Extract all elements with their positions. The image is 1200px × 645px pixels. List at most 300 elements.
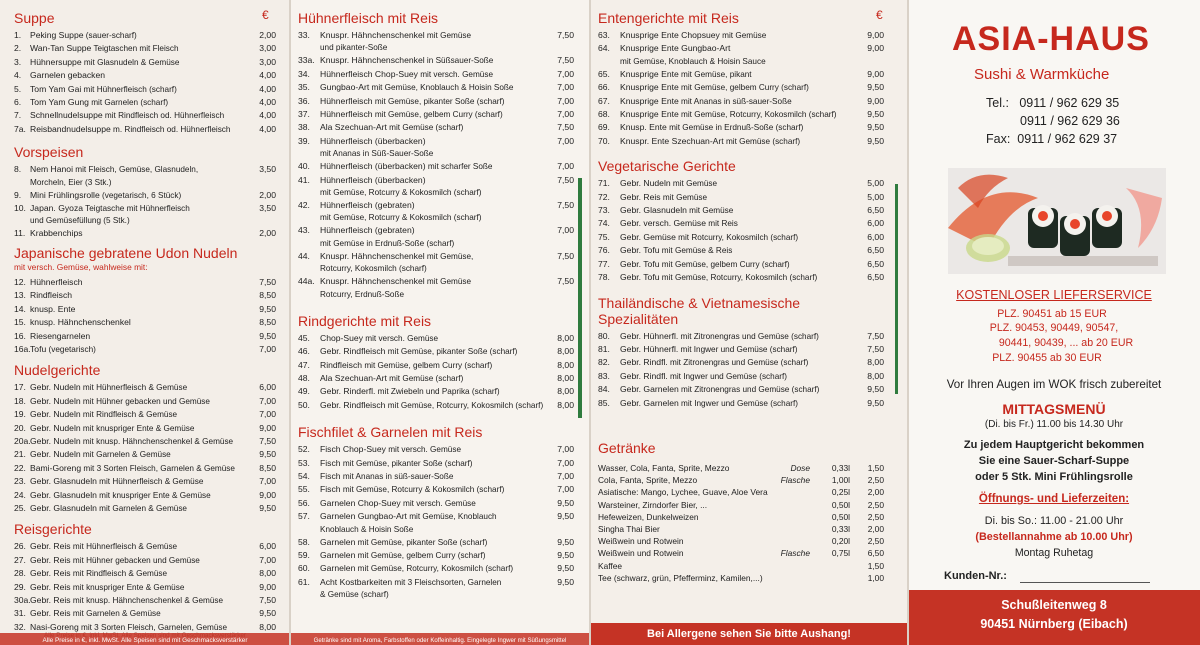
item-number: 69. [598, 122, 610, 133]
drink-name: Kaffee [598, 560, 623, 571]
item-name [620, 81, 854, 94]
menu-item [598, 191, 884, 204]
drink-item [598, 499, 884, 511]
menu-item [14, 567, 276, 580]
menu-section [14, 362, 276, 515]
item-name [30, 227, 246, 240]
menu-item [14, 56, 276, 69]
item-name [320, 372, 544, 385]
drink-container [774, 572, 810, 584]
lunch-offer-2: Sie eine Sauer-Scharf-Suppe [978, 455, 1130, 467]
drink-volume: 1,00l [831, 475, 850, 486]
drink-container [774, 535, 810, 547]
item-title: Gebr. Glasnudeln [620, 205, 687, 216]
section-title: Vorspeisen [14, 144, 84, 161]
item-price: 7,00 [557, 225, 574, 236]
drink-price: 1,50 [867, 560, 884, 571]
item-price: 3,50 [259, 164, 276, 175]
item-name [30, 289, 246, 302]
item-name [620, 330, 854, 343]
column-2-footer-text: Getränke sind mit Aroma, Farbstoffen oder Koffeinhaltig. Eingelegte Ingwer mit Süßungsmittel [313, 637, 567, 644]
item-description-continued: Rotcurry, Erdnuß-Soße [320, 289, 405, 299]
item-title: Krabbenchips [30, 228, 83, 239]
item-title: Hühnerfleisch (überbacken) [320, 135, 426, 146]
drink-name: Asiatische: Mango, Lychee, Guave, Aloe Vera [598, 487, 768, 498]
item-name [30, 29, 246, 42]
item-description: (vegetarisch) [46, 344, 96, 354]
item-title: Garnelen [320, 549, 356, 560]
menu-item [14, 83, 276, 96]
drink-container [774, 511, 810, 523]
item-title: Gebr. Nudeln [30, 449, 81, 460]
item-name [30, 489, 246, 502]
item-number: 4. [14, 70, 22, 81]
menu-item [598, 81, 884, 94]
item-description: mit Glasnudeln & Gemüse [81, 57, 180, 67]
menu-section [14, 521, 276, 634]
item-title: Knuspr. Hähnchenschenkel [320, 30, 425, 40]
item-number: 74. [598, 218, 610, 229]
phone-number-1: 0911 / 962 629 35 [1019, 96, 1120, 110]
menu-item [14, 581, 276, 594]
item-number: 85. [598, 397, 610, 408]
item-title: Bami-Goreng [30, 462, 82, 473]
drink-name: Weißwein und Rotwein [598, 548, 684, 559]
item-name [320, 199, 544, 212]
menu-item [598, 29, 884, 42]
item-name [30, 96, 246, 109]
item-description: mit Ingwer und Gemüse (scharf) [678, 398, 798, 408]
item-title: Fisch [320, 484, 341, 495]
item-description: mit Garnelen & Gemüse [96, 503, 187, 513]
item-title: Gebr. Garnelen [620, 397, 679, 408]
menu-item [598, 231, 884, 244]
item-price: 2,00 [259, 228, 276, 239]
item-price: 9,50 [557, 563, 574, 574]
menu-item [298, 443, 574, 456]
item-number: 33. [298, 30, 310, 40]
menu-item [14, 502, 276, 515]
menu-section [14, 245, 276, 356]
item-name [320, 497, 544, 510]
item-price: 6,50 [867, 272, 884, 283]
menu-item [298, 510, 574, 523]
lunch-offer-3: oder 5 Stk. Mini Frühlingsrolle [975, 471, 1133, 483]
drink-name: Singha Thai Bier [598, 524, 660, 535]
item-description-continued: mit Gemüse, Knoblauch & Hoisin Sauce [620, 56, 766, 66]
menu-item [298, 54, 574, 67]
item-title: Nem Hanoi [30, 164, 73, 175]
item-number: 65. [598, 68, 610, 79]
item-title: Knusprige Ente Chopsuey [620, 30, 720, 40]
item-description: mit Reis [705, 219, 738, 229]
drink-container: Dose [790, 463, 810, 473]
item-number: 44. [298, 250, 310, 261]
menu-section [598, 10, 884, 148]
item-number: 40. [298, 161, 310, 172]
item-name [620, 271, 854, 284]
menu-item [14, 289, 276, 302]
item-description: mit knuspriger Ente & Gemüse [80, 423, 195, 433]
menu-item [298, 359, 574, 372]
menu-item [14, 303, 276, 316]
item-title: Gebr. Nudeln [30, 422, 81, 433]
item-title: Knusprige Ente [620, 109, 679, 120]
item-title: Gebr. Rinderfl. [320, 386, 376, 397]
item-name [320, 549, 544, 562]
menu-item [14, 29, 276, 42]
rest-day: Montag Ruhetag [1014, 547, 1094, 559]
drink-volume: 0,50l [831, 499, 850, 510]
item-name [30, 435, 246, 448]
item-price: 7,50 [867, 330, 884, 341]
item-number: 29. [14, 581, 26, 592]
item-name [620, 204, 854, 217]
item-title: Gebr. Glasnudeln [30, 489, 97, 500]
item-title: Ala Szechuan-Art [320, 372, 387, 383]
sushi-illustration [948, 168, 1166, 274]
menu-item [14, 594, 276, 607]
item-description: mit Gemüse, gelbem Curry (scharf) [355, 550, 486, 560]
drink-item [598, 523, 884, 535]
item-name [30, 594, 246, 607]
item-price: 9,50 [259, 303, 276, 314]
menu-section [298, 10, 574, 301]
item-price: 9,50 [557, 549, 574, 560]
item-number: 20a. [14, 435, 31, 446]
item-title: Riesengarnelen [30, 330, 91, 341]
item-price: 5,00 [867, 178, 884, 189]
item-price: 9,50 [557, 497, 574, 508]
delivery-zone-1: PLZ. 90451 ab 15 EUR [997, 308, 1107, 320]
item-price: 7,50 [557, 30, 574, 40]
wok-slogan: Vor Ihren Augen im WOK frisch zubereitet [946, 378, 1162, 391]
item-title: Hühnersuppe [30, 56, 82, 67]
item-number: 44a. [298, 276, 315, 287]
allergen-footer: Bei Allergene sehen Sie bitte Aushang! [590, 623, 908, 645]
column-1-sections [14, 10, 276, 634]
item-number: 12. [14, 276, 26, 287]
fax-number: 0911 / 962 629 37 [1017, 132, 1118, 146]
drink-price: 2,50 [867, 475, 884, 486]
menu-item [14, 123, 276, 136]
item-title: Gebr. Nudeln [30, 435, 81, 446]
item-name [30, 422, 246, 435]
item-number: 68. [598, 109, 610, 120]
item-description: mit Gemüse [686, 206, 734, 216]
item-title: Gebr. Nudeln [620, 178, 671, 189]
item-description: mit Gemüse, Rotcurry, Kokosmilch (scharf) [385, 400, 544, 410]
restaurant-logo: ASIA-HAUS [952, 20, 1150, 58]
item-price: 7,00 [557, 444, 574, 455]
item-number: 33a. [298, 55, 315, 66]
menu-item [298, 483, 574, 496]
item-name [320, 562, 544, 575]
menu-item [14, 343, 276, 356]
menu-item [14, 395, 276, 408]
item-description: mit Zitronengras und Gemüse (scharf) [678, 331, 819, 341]
menu-item [298, 95, 574, 108]
item-description-continued: und pikanter-Soße [320, 43, 388, 53]
item-price: 4,00 [259, 70, 276, 81]
item-number: 3. [14, 56, 22, 67]
drink-volume [810, 560, 850, 572]
item-number: 7. [14, 110, 22, 121]
item-title: Hühnerfleisch (gebraten) [320, 200, 415, 211]
item-number: 47. [298, 359, 310, 370]
drinks-title: Getränke [598, 440, 656, 456]
item-title: Gebr. Rindfleisch [320, 399, 386, 410]
item-price: 7,50 [557, 200, 574, 211]
item-number: 80. [598, 330, 610, 341]
item-price: 9,50 [867, 135, 884, 146]
drink-item [598, 462, 884, 474]
item-description: mit Gemüse, Knoblauch & Hoisin Soße [369, 83, 514, 93]
menu-item [598, 356, 884, 369]
item-title: Chop-Suey [320, 332, 363, 343]
item-name [320, 135, 544, 148]
item-price: 4,00 [259, 110, 276, 121]
item-description: mit Gemüse, pikant [678, 69, 752, 79]
item-description: mit Gemüse, gelbem Curry (scharf) [362, 360, 493, 370]
hours-title: Öffnungs- und Lieferzeiten: [978, 493, 1130, 505]
item-description: mit Hühnerfleisch & Gemüse [80, 383, 188, 393]
item-title: Gebr. Reis [30, 581, 71, 592]
menu-column-3 [590, 0, 908, 645]
item-list [14, 381, 276, 515]
item-number: 43. [298, 225, 310, 236]
item-number: 27. [14, 554, 26, 565]
item-name [620, 258, 854, 271]
item-price: 6,00 [259, 382, 276, 393]
item-name [30, 502, 246, 515]
drink-name: Cola, Fanta, Sprite, Mezzo [598, 475, 698, 486]
item-price: 7,00 [557, 470, 574, 481]
item-description-continued: mit Gemüse, Rotcurry & Kokosmilch (scharf) [320, 213, 482, 223]
item-description: mit Gemüse [424, 31, 472, 40]
item-title: knusp. Hähnchenschenkel [30, 317, 131, 328]
drinks-list [598, 462, 884, 584]
item-description: mit versch. Gemüse [400, 498, 476, 508]
item-description: mit knusp. Hähnchenschenkel & Gemüse [80, 436, 234, 446]
item-number: 13. [14, 290, 26, 301]
menu-item [598, 244, 884, 257]
menu-item [298, 135, 574, 148]
item-title: Japan. Gyoza [30, 203, 84, 214]
item-name [30, 83, 246, 96]
item-price: 7,00 [259, 395, 276, 406]
item-number: 19. [14, 409, 26, 420]
item-list [14, 29, 276, 136]
menu-item [298, 332, 574, 345]
drink-container: Flasche [780, 548, 810, 559]
item-price: 8,00 [557, 386, 574, 397]
item-title: Fisch [320, 470, 341, 481]
fold-line-1 [289, 0, 291, 645]
item-number: 36. [298, 95, 310, 106]
item-title: Acht Kostbarkeiten [320, 576, 393, 587]
item-description-continued: Morcheln, Eier (3 Stk.) [30, 177, 112, 187]
menu-item [298, 497, 574, 510]
drink-container [774, 486, 810, 498]
item-number: 34. [298, 68, 310, 79]
menu-item [14, 202, 276, 215]
menu-item [598, 397, 884, 410]
item-title: Peking Suppe [30, 30, 84, 40]
item-title: Knuspr. Hähnchenschenkel [320, 55, 425, 66]
item-title: Gebr. Reis [30, 608, 71, 619]
section-title: Nudelgerichte [14, 362, 101, 379]
item-name [30, 381, 246, 394]
column-3-sections [598, 10, 884, 410]
item-description: mit Gemüse, gelbem Curry (scharf) [372, 110, 503, 120]
item-number: 37. [298, 109, 310, 120]
item-number: 84. [598, 384, 610, 395]
item-number: 55. [298, 484, 310, 495]
item-number: 73. [598, 205, 610, 216]
item-title: Hühnerfleisch (überbacken) [320, 174, 426, 185]
item-name [320, 345, 544, 358]
item-description: mit Garnelen & Gemüse [80, 450, 171, 460]
delivery-title: KOSTENLOSER LIEFERSERVICE [956, 288, 1152, 302]
item-price: 7,00 [557, 135, 574, 146]
item-title: Gebr. Tofu [620, 258, 660, 269]
item-title: Hühnerfleisch (gebraten) [320, 225, 415, 236]
menu-item [14, 109, 276, 122]
item-title: Gebr. Hühnerfl. [620, 343, 679, 354]
item-title: Gebr. Garnelen [620, 384, 679, 395]
green-divider-stripe [578, 178, 582, 418]
item-title: Fisch Chop-Suey [320, 444, 386, 455]
lunch-times: (Di. bis Fr.) 11.00 bis 14.30 Uhr [984, 419, 1124, 430]
item-description: mit Gemüse, pikanter Soße (scharf) [355, 537, 488, 547]
drink-container [774, 499, 810, 511]
item-description: Teigtasche mit Hühnerfleisch [83, 204, 190, 214]
menu-item [14, 408, 276, 421]
item-description: mit Hühnerfleisch & Gemüse [96, 477, 204, 487]
item-description: mit Gemüse, Rotcurry, Kokosmilch (scharf) [355, 564, 514, 574]
item-number: 26. [14, 541, 26, 552]
drink-price: 2,50 [867, 511, 884, 522]
customer-number-label: Kunden-Nr.: [944, 570, 1007, 582]
item-price: 6,50 [867, 245, 884, 256]
item-name [620, 370, 854, 383]
item-price: 6,00 [867, 218, 884, 229]
menu-section [298, 424, 574, 601]
column-1-footer-text: Alle Preise in €, inkl. MwSt. Alle Speisen sind mit Geschmacksverstärker [42, 637, 248, 644]
item-number: 9. [14, 189, 22, 200]
item-price: 7,50 [259, 595, 276, 605]
menu-item [14, 489, 276, 502]
drink-item [598, 535, 884, 547]
item-description: mit Gemüse, gelbem Curry (scharf) [659, 259, 790, 269]
item-title: Gebr. Reis [30, 541, 71, 552]
item-name [320, 536, 544, 549]
street-address: Schußleitenweg 8 [1001, 598, 1107, 612]
item-name [30, 581, 246, 594]
item-description: (sauer-scharf) [83, 31, 137, 40]
item-description: mit scharfer Soße [425, 162, 493, 172]
item-description: mit Gemüse [424, 277, 472, 287]
item-name [30, 69, 246, 82]
item-title: Gebr. Nudeln [30, 395, 81, 406]
phone-number-2: 0911 / 962 629 36 [1020, 114, 1120, 128]
menu-item [298, 174, 574, 187]
delivery-zone-2a: PLZ. 90453, 90449, 90547, [989, 322, 1119, 334]
item-number: 57. [298, 511, 310, 522]
menu-column-2 [290, 0, 590, 645]
menu-item [14, 316, 276, 329]
item-description: mit Gemüse, pikanter Soße (scharf) [372, 96, 505, 106]
menu-item [14, 227, 276, 240]
item-price: 6,00 [259, 541, 276, 552]
item-description: mit Rindfleisch & Gemüse [70, 569, 168, 579]
item-price: 7,00 [557, 68, 574, 79]
menu-section [598, 158, 884, 284]
menu-item [14, 163, 276, 176]
item-name [320, 385, 544, 398]
item-price: 7,00 [557, 82, 574, 93]
item-price: 7,00 [259, 409, 276, 420]
item-name [620, 231, 854, 244]
item-description: mit knuspriger Ente & Gemüse [96, 490, 211, 500]
item-name [30, 56, 246, 69]
item-price: 7,00 [259, 343, 276, 354]
item-description: mit Gemüse & Reis [659, 246, 733, 256]
menu-item [14, 422, 276, 435]
menu-item [298, 275, 574, 288]
item-number: 42. [298, 200, 310, 211]
section-title: Rindgerichte mit Reis [298, 312, 432, 329]
item-description: mit Fleisch, Gemüse, Glasnudeln, [73, 165, 199, 175]
item-description: mit Zwiebeln und Paprika (scharf) [375, 387, 500, 397]
item-number: 16. [14, 330, 26, 341]
item-price: 7,50 [867, 343, 884, 354]
item-description: mit Gemüse [670, 179, 718, 189]
phone-1 [986, 96, 1119, 110]
drink-name: Weißwein und Rotwein [598, 536, 684, 547]
item-description: mit Ingwer und Gemüse (scharf) [678, 344, 798, 354]
section-title: Fischfilet & Garnelen mit Reis [298, 424, 483, 441]
item-number: 24. [14, 489, 26, 500]
menu-item [298, 536, 574, 549]
drink-item [598, 547, 884, 559]
item-description: mit Gemüse, Rotcurry, Kokosmilch (scharf) [678, 110, 837, 120]
drink-name: Hefeweizen, Dunkelweizen [598, 511, 699, 522]
item-description: mit Garnelen & Gemüse [70, 609, 161, 619]
menu-item [298, 121, 574, 134]
item-list [14, 540, 276, 634]
item-number: 61. [298, 576, 310, 587]
drink-volume: 0,75l [831, 548, 850, 559]
item-title: Garnelen Chop-Suey [320, 497, 401, 508]
item-price: 9,50 [867, 109, 884, 120]
item-price: 9,50 [259, 330, 276, 341]
item-title: Gebr. Nudeln [30, 409, 81, 420]
item-price: 3,50 [259, 203, 276, 214]
item-price: 8,00 [259, 621, 276, 632]
item-price: 9,50 [557, 511, 574, 522]
menu-item [14, 607, 276, 620]
item-price: 4,00 [259, 123, 276, 134]
item-title: Rindfleisch [30, 290, 73, 301]
item-price: 9,00 [259, 581, 276, 592]
item-price: 7,50 [557, 250, 574, 261]
item-price: 8,00 [867, 370, 884, 381]
menu-item [598, 121, 884, 134]
item-price: 7,00 [557, 109, 574, 120]
menu-item [14, 276, 276, 289]
